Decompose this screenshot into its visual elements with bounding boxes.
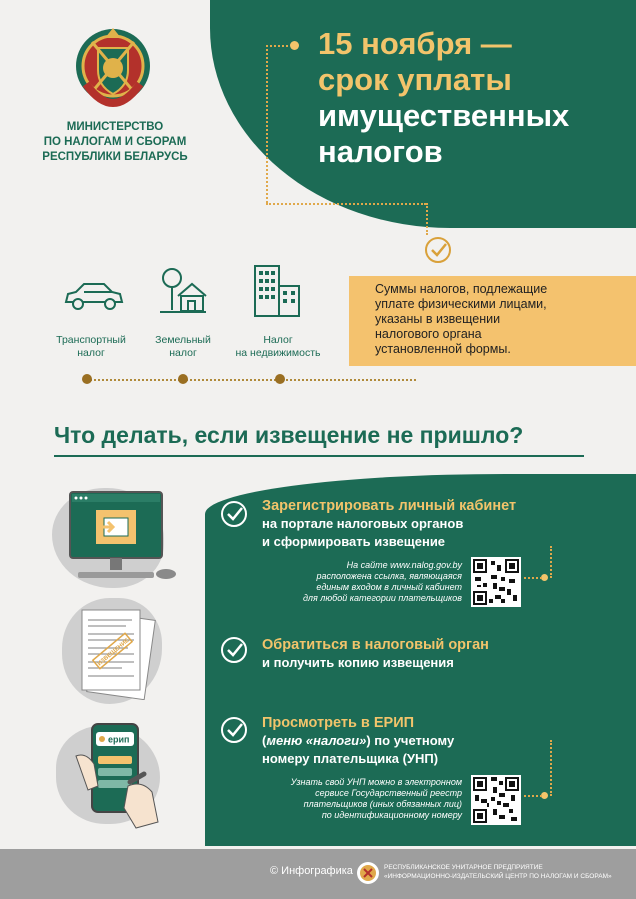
qr1-connector-v <box>550 546 552 578</box>
check-circle-icon <box>424 236 452 264</box>
qr1-connector-h <box>524 577 542 579</box>
step-3 <box>262 714 562 768</box>
timeline-dot-2 <box>178 374 188 384</box>
ministry-name-line-1: МИНИСТЕРСТВО <box>66 121 164 133</box>
land-tax-label: Земельный налог <box>155 334 211 359</box>
qr2-connector-dot <box>541 792 548 799</box>
section-title: Что делать, если извещение не пришло? <box>54 422 524 448</box>
property-tax-label: Налог на недвижимость <box>235 334 321 359</box>
info-line-1: Суммы налогов, подлежащие <box>375 282 548 296</box>
title-connector-v <box>266 45 268 203</box>
qr-code-1[interactable] <box>471 557 521 607</box>
building-icon <box>251 262 305 318</box>
step3-heading: Просмотреть в ЕРИП <box>262 715 415 731</box>
ministry-name-line-2: ПО НАЛОГАМ И СБОРАМ <box>43 136 187 148</box>
page-title <box>318 26 628 170</box>
step-1 <box>262 497 632 551</box>
title-connector-bottom <box>266 203 426 205</box>
step1-sub-1: на портале налоговых органов <box>262 516 464 531</box>
step1-note: На сайте www.nalog.gov.by расположена ссылка, являющаяся единым входом в личный кабинет для любой категории плательщиков <box>302 560 462 603</box>
qr2-connector-h <box>524 795 542 797</box>
info-line-5: установленной формы. <box>375 342 511 356</box>
publisher-logo-icon <box>356 861 380 885</box>
title-line-2: срок уплаты <box>318 62 512 97</box>
step3-sub-1: (меню «налоги») по учетному <box>262 733 455 748</box>
footer-copyright: © Инфографика <box>270 865 353 877</box>
timeline-line <box>86 379 416 381</box>
step-2 <box>262 636 632 672</box>
title-bullet-dot <box>290 41 299 50</box>
ministry-emblem-icon <box>72 22 154 118</box>
step2-sub: и получить копию извещения <box>262 655 454 670</box>
qr2-connector-v <box>550 740 552 796</box>
qr1-connector-dot <box>541 574 548 581</box>
qr-code-2[interactable] <box>471 775 521 825</box>
car-icon <box>62 280 124 312</box>
ministry-name-line-3: РЕСПУБЛИКИ БЕЛАРУСЬ <box>42 151 188 163</box>
info-line-3: указаны в извещении <box>375 312 501 326</box>
check-connector-v <box>426 203 428 235</box>
title-line-4: налогов <box>318 134 443 169</box>
footer-publisher: РЕСПУБЛИКАНСКОЕ УНИТАРНОЕ ПРЕДПРИЯТИЕ «ИНФОРМАЦИОННО-ИЗДАТЕЛЬСКИЙ ЦЕНТР ПО НАЛОГАМ И СБОРАМ» <box>384 864 612 880</box>
title-line-3: имущественных <box>318 98 570 133</box>
info-box <box>349 276 636 366</box>
step1-check-icon <box>220 500 248 528</box>
computer-illustration-icon <box>66 488 182 588</box>
step3-check-icon <box>220 716 248 744</box>
step3-note: Узнать свой УНП можно в электронном сервисе Государственный реестр плательщиков (иных обязанных лиц) по идентификационному номеру <box>290 777 462 820</box>
info-line-4: налогового органа <box>375 327 482 341</box>
transport-tax-label: Транспортный налог <box>56 334 126 359</box>
eripi-menu-hint: меню «налоги» <box>266 733 367 748</box>
step2-check-icon <box>220 636 248 664</box>
info-line-2: уплате физическими лицами, <box>375 297 547 311</box>
timeline-dot-3 <box>275 374 285 384</box>
step3-sub-2: номеру плательщика (УНП) <box>262 751 439 766</box>
footer <box>0 849 636 899</box>
document-illustration-icon <box>78 606 156 700</box>
step1-sub-2: и сформировать извещение <box>262 534 446 549</box>
phone-illustration-icon <box>72 716 168 832</box>
document-stamp-text: ИЗВЕЩЕНИЕ <box>96 637 131 668</box>
title-line-1: 15 ноября — <box>318 26 512 61</box>
section-underline <box>54 455 584 457</box>
title-connector-h <box>266 45 288 47</box>
phone-app-label: ерип <box>108 734 130 745</box>
timeline-dot-1 <box>82 374 92 384</box>
step2-heading: Обратиться в налоговый орган <box>262 637 489 653</box>
ministry-name <box>30 120 200 165</box>
step1-heading: Зарегистрировать личный кабинет <box>262 498 517 514</box>
house-icon <box>158 266 208 316</box>
